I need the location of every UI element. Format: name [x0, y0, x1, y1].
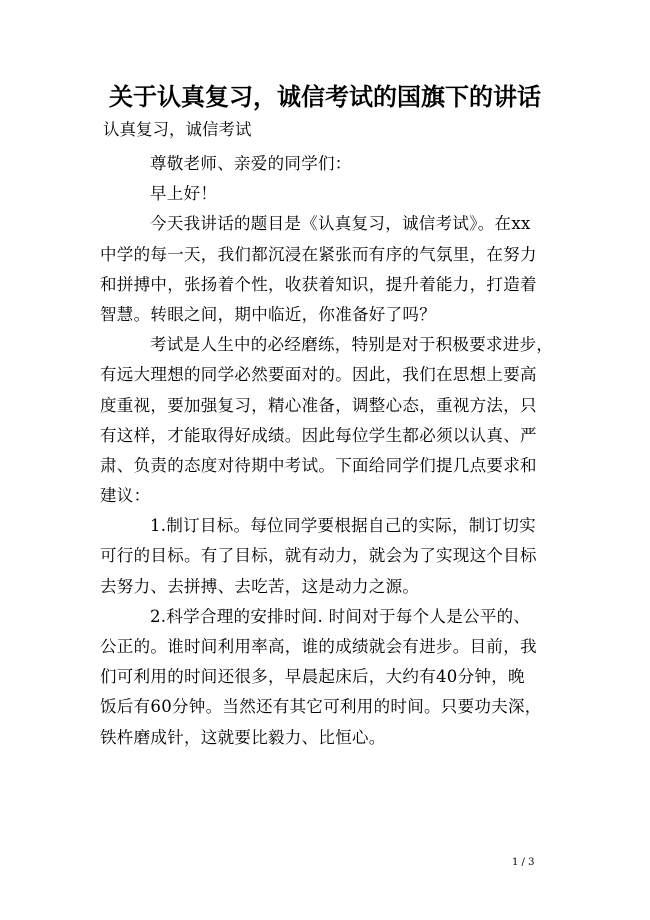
document-body [100, 149, 560, 753]
paragraph-line: 肃、负责的态度对待期中考试。下面给同学们提几点要求和 [100, 455, 537, 475]
page-number: 1 / 3 [512, 857, 535, 868]
paragraph-line: 和拼搏中，张扬着个性，收获着知识，提升着能力，打造着 [100, 274, 537, 294]
paragraph-line: 有远大理想的同学必然要面对的。因此，我们在思想上要高 [100, 365, 537, 385]
paragraph-line: 考试是人生中的必经磨练，特别是对于积极要求进步， [150, 335, 554, 355]
paragraph-line: 公正的。谁时间利用率高，谁的成绩就会有进步。目前，我 [100, 637, 537, 656]
paragraph-line: 去努力、去拼搏、去吃苦，这是动力之源。 [100, 576, 420, 596]
paragraph-line: 智慧。转眼之间，期中临近，你准备好了吗？ [100, 304, 436, 324]
paragraph-line: 度重视，要加强复习，精心准备，调整心态，重视方法，只 [100, 395, 537, 415]
paragraph-line: 今天我讲话的题目是《认真复习，诚信考试》。在xx [150, 214, 531, 234]
paragraph-line: 可行的目标。有了目标，就有动力，就会为了实现这个目标 [100, 546, 537, 566]
paragraph-line: 们可利用的时间还很多，早晨起床后，大约有40分钟，晚 [100, 667, 525, 687]
paragraph-line: 饭后有60分钟。当然还有其它可利用的时间。只要功夫深， [100, 697, 542, 717]
page-title: 关于认真复习，诚信考试的国旗下的讲话 [109, 82, 541, 111]
paragraph-line: 1.制订目标。每位同学要根据自己的实际，制订切实 [150, 516, 536, 536]
paragraph-line: 2.科学合理的安排时间. 时间对于每个人是公平的、 [150, 606, 531, 626]
paragraph-line: 有这样，才能取得好成绩。因此每位学生都必须以认真、严 [100, 425, 537, 445]
greeting-line: 早上好！ [150, 184, 218, 204]
paragraph-line: 建议： [100, 486, 151, 506]
salutation-line: 尊敬老师、亲爱的同学们： [150, 154, 352, 173]
paragraph-line: 中学的每一天，我们都沉浸在紧张而有序的气氛里，在努力 [100, 244, 537, 264]
paragraph-line: 铁杵磨成针，这就要比毅力、比恒心。 [100, 727, 386, 747]
subtitle: 认真复习，诚信考试 [103, 120, 252, 139]
